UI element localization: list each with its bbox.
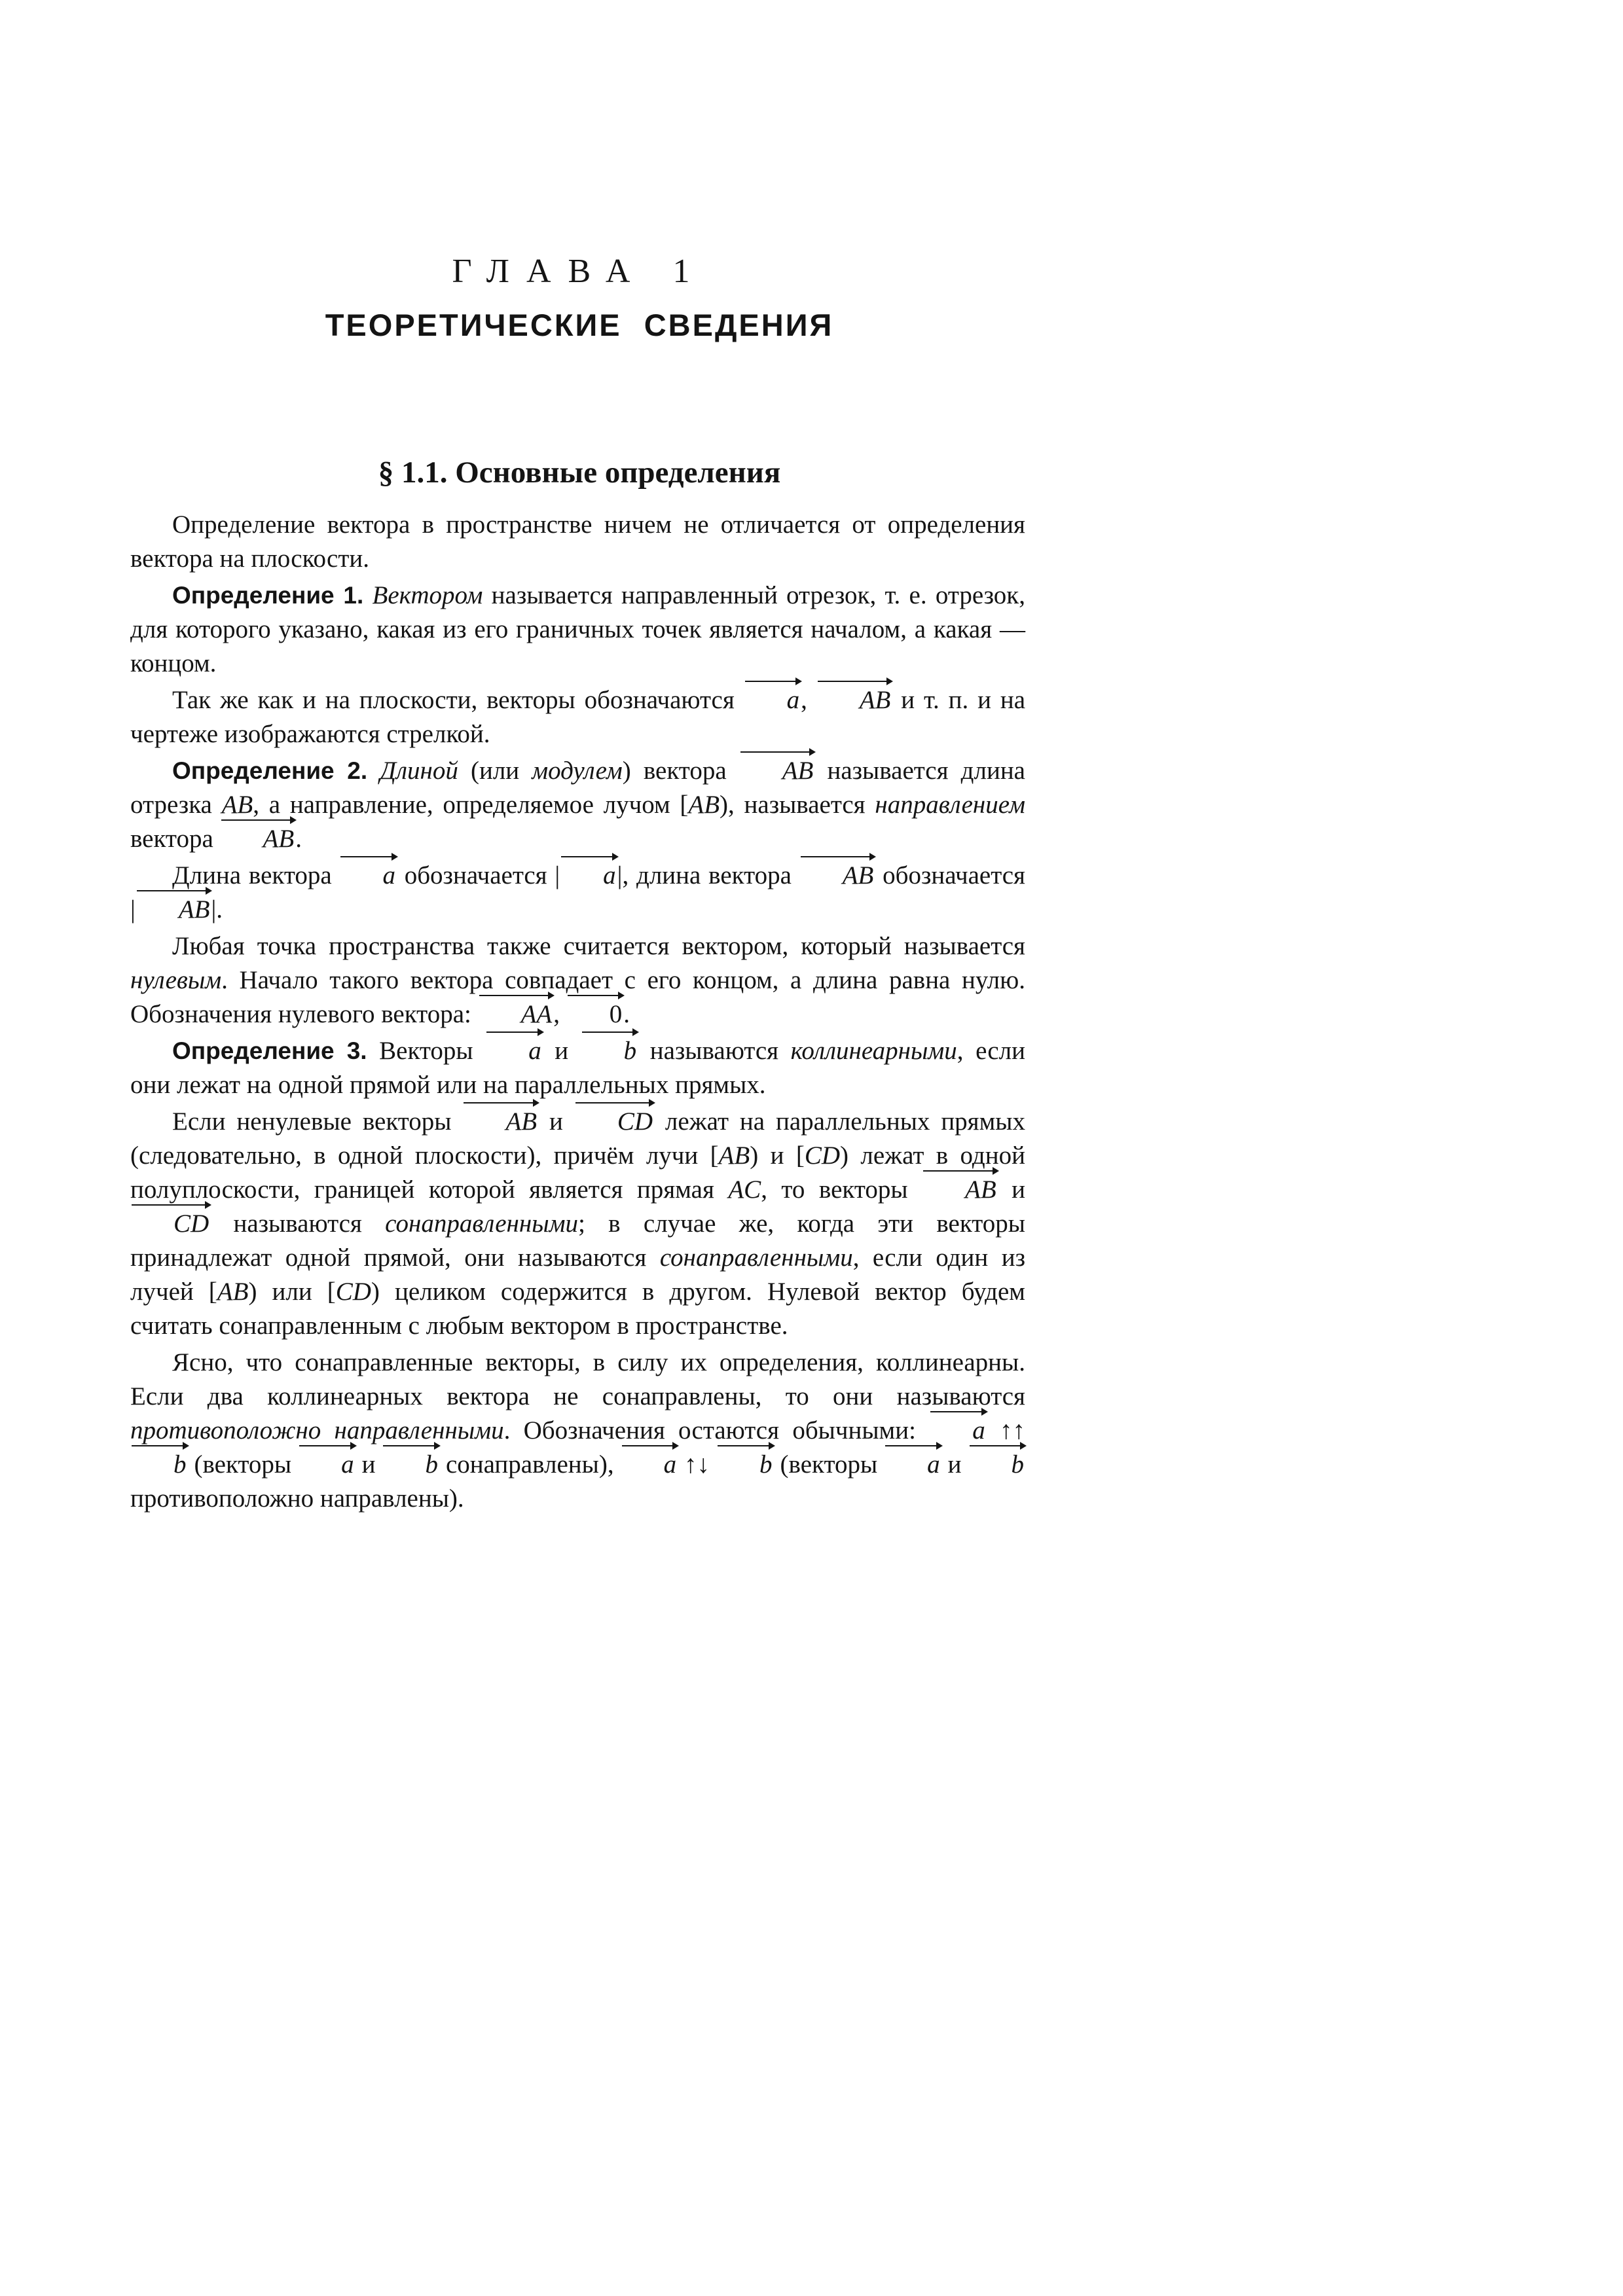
vector-ab: AB <box>799 859 875 893</box>
line-ac: AC <box>728 1175 761 1204</box>
vector-ab: AB <box>739 754 815 788</box>
definition-label: Определение 2. <box>172 757 368 784</box>
definition-label: Определение 1. <box>172 582 364 609</box>
term-zero: нулевым <box>130 966 222 994</box>
definition-label: Определение 3. <box>172 1037 367 1064</box>
ray-ab: AB <box>688 791 720 819</box>
paragraph-opposite: Ясно, что сонаправленные векторы, в силу их определения, коллинеарны. Если два коллинеарных вектора не сонаправлены, то они называются противоположно направленными. Обозначения остаются обычными: a ↑↑ b (векторы a и b сонаправлены), a ↑↓ b (векторы a и b противоположно направлены). <box>130 1348 1025 1513</box>
term-length: Длиной <box>380 757 458 785</box>
term-vector: Вектором <box>372 581 483 609</box>
term-codirected: сонаправленными <box>385 1210 579 1238</box>
chapter-title: ТЕОРЕТИЧЕСКИЕ СВЕДЕНИЯ <box>325 308 834 342</box>
paragraph-intro: Определение вектора в пространстве ничем не отличается от определения вектора на плоскости. <box>130 511 1025 573</box>
term-direction: направлением <box>875 791 1025 819</box>
ray-ab: AB <box>217 1278 249 1306</box>
paragraph-codirected: Если ненулевые векторы AB и CD лежат на параллельных прямых (следовательно, в одной плоскости), причём лучи [AB) и [CD) лежат в одной полуплоскости, границей которой является прямая AC, то векторы AB и CD называются сонаправленными; в случае же, когда эти векторы принадлежат одной прямой, они называются сонаправленными, если один из лучей [AB) или [CD) целиком содержится в другом. Нулевой вектор будем считать сонаправленным с любым вектором в пространстве. <box>130 1105 1025 1343</box>
vector-a: a <box>560 859 617 893</box>
vector-a: a <box>298 1448 356 1482</box>
vector-a: a <box>884 1448 941 1482</box>
body-text <box>130 508 1025 1516</box>
chapter-label: ГЛАВА 1 <box>452 253 707 290</box>
vector-ab: AB <box>136 893 211 927</box>
vector-b: b <box>716 1448 774 1482</box>
term-collinear: коллинеарными <box>790 1037 957 1065</box>
vector-a: a <box>621 1448 678 1482</box>
section-title: § 1.1. Основные определения <box>378 456 781 490</box>
vector-ab: AB <box>922 1173 998 1207</box>
vector-ab: AB <box>462 1105 538 1139</box>
vector-b: b <box>130 1448 188 1482</box>
paragraph-zero-vector: Любая точка пространства также считается вектором, который называется нулевым. Начало такого вектора совпадает с его концом, а длина равна нулю. Обозначения нулевого вектора: AA, 0. <box>130 929 1025 1031</box>
definition-2: Определение 2. Длиной (или модулем) вектора AB называется длина отрезка AB, а направление, определяемое лучом [AB), называется направлением вектора AB. <box>130 754 1025 856</box>
term-codirected: сонаправленными <box>659 1244 853 1272</box>
ray-cd: CD <box>335 1278 371 1306</box>
vector-a: a <box>485 1034 543 1068</box>
vector-a: a <box>929 1414 987 1448</box>
codirected-symbol: ↑↑ <box>986 1416 1025 1444</box>
vector-zero: 0 <box>566 997 624 1031</box>
paragraph-notation: Так же как и на плоскости, векторы обозначаются a, AB и т. п. и на чертеже изображаются стрелкой. <box>130 683 1025 751</box>
paragraph-length: Длина вектора a обозначается | a|, длина вектора AB обозначается | AB|. <box>130 859 1025 927</box>
vector-b: b <box>581 1034 638 1068</box>
ray-cd: CD <box>804 1141 841 1170</box>
definition-3: Определение 3. Векторы a и b называются коллинеарными, если они лежат на одной прямой или на параллельных прямых. <box>130 1034 1025 1102</box>
term-modulus: модулем <box>532 757 623 785</box>
vector-b: b <box>968 1448 1026 1482</box>
vector-aa: AA <box>478 997 554 1031</box>
definition-1: Определение 1. Вектором называется направленный отрезок, т. е. отрезок, для которого указано, какая из его граничных точек является началом, а какая — концом. <box>130 581 1026 677</box>
vector-cd: CD <box>130 1207 210 1241</box>
segment-ab: AB <box>221 791 253 819</box>
opposite-symbol: ↑↓ <box>678 1450 717 1479</box>
vector-a: a <box>339 859 397 893</box>
vector-cd: CD <box>574 1105 654 1139</box>
ray-ab: AB <box>718 1141 750 1170</box>
vector-a: a <box>744 683 801 717</box>
vector-ab: AB <box>220 822 296 856</box>
term-opposite: противоположно направленными <box>130 1416 504 1444</box>
vector-b: b <box>382 1448 439 1482</box>
vector-ab: AB <box>816 683 892 717</box>
